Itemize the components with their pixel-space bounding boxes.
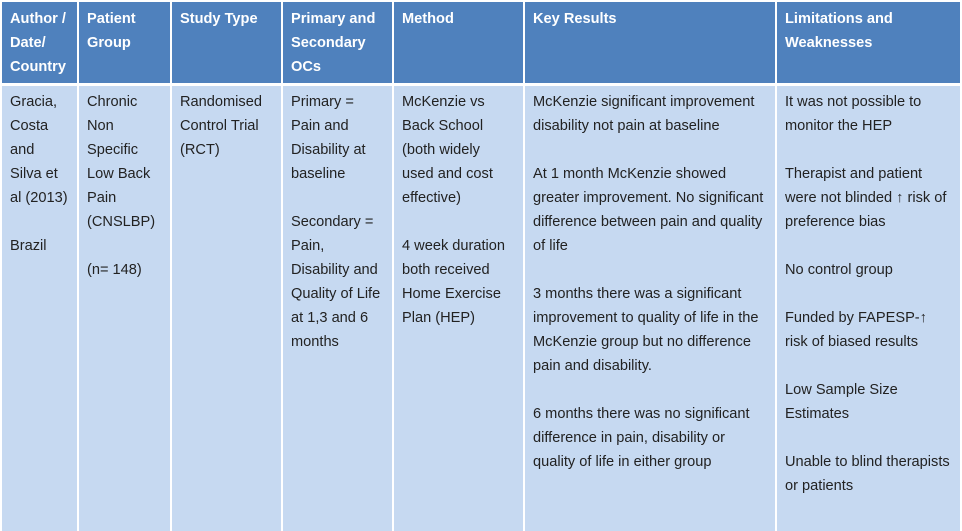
header-row xyxy=(2,2,960,86)
cell-limitations xyxy=(777,86,960,531)
header-limitations: Limitations and Weaknesses xyxy=(777,2,960,86)
header-author: Author / Date/ Country xyxy=(2,2,79,86)
cell-key-results xyxy=(525,86,777,531)
cell-author xyxy=(2,86,79,531)
header-outcomes: Primary and Secondary OCs xyxy=(283,2,394,86)
study-summary-table xyxy=(2,2,960,531)
cell-method xyxy=(394,86,525,531)
primary-outcome: Primary = Pain and Disability at baseline xyxy=(291,94,366,182)
result-3-months: 3 months there was a significant improvement to quality of life in the McKenzie group but no difference pain and disability. xyxy=(533,286,759,374)
author-citation: Gracia, Costa and Silva et al (2013) xyxy=(10,94,68,206)
result-1-month: At 1 month McKenzie showed greater improvement. No significant difference between pain and quality of life xyxy=(533,166,764,254)
header-patient-group: Patient Group xyxy=(79,2,172,86)
cell-outcomes xyxy=(283,86,394,531)
method-duration: 4 week duration both received Home Exercise Plan (HEP) xyxy=(402,238,506,326)
method-comparison: McKenzie vs Back School (both widely used and cost effective) xyxy=(402,94,493,206)
table-row xyxy=(2,86,960,531)
header-study-type: Study Type xyxy=(172,2,283,86)
header-method: Method xyxy=(394,2,525,86)
limitation-control-group: No control group xyxy=(785,262,893,278)
limitation-blinding: Therapist and patient were not blinded ↑ risk of preference bias xyxy=(785,166,947,230)
header-key-results: Key Results xyxy=(525,2,777,86)
cell-study-type xyxy=(172,86,283,531)
patient-sample-size: (n= 148) xyxy=(87,262,142,278)
result-baseline: McKenzie significant improvement disability not pain at baseline xyxy=(533,94,755,134)
limitation-hep: It was not possible to monitor the HEP xyxy=(785,94,922,134)
limitation-unable-blind: Unable to blind therapists or patients xyxy=(785,454,950,494)
study-type-text: Randomised Control Trial (RCT) xyxy=(180,94,262,158)
patient-condition: Chronic Non Specific Low Back Pain (CNSLBP) xyxy=(87,94,156,230)
result-6-months: 6 months there was no significant difference in pain, disability or quality of life in either group xyxy=(533,406,750,470)
secondary-outcome: Secondary = Pain, Disability and Quality of Life at 1,3 and 6 months xyxy=(291,214,381,350)
cell-patient-group xyxy=(79,86,172,531)
limitation-sample-size: Low Sample Size Estimates xyxy=(785,382,898,422)
author-country: Brazil xyxy=(10,238,47,254)
limitation-funding: Funded by FAPESP-↑ risk of biased results xyxy=(785,310,927,350)
